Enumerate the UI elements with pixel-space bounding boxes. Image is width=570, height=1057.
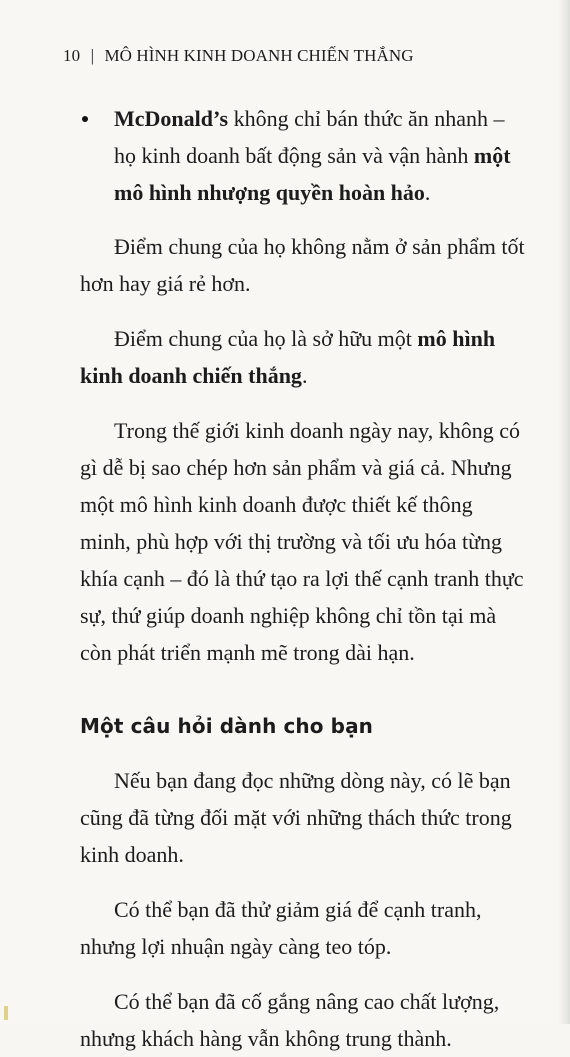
header-separator: | <box>90 46 95 65</box>
paragraph-1: Điểm chung của họ không nằm ở sản phẩm tốt hơn hay giá rẻ hơn. <box>80 234 525 296</box>
running-header <box>63 46 414 66</box>
bullet-bold-tail: một mô hình nhượng quyền hoàn hảo <box>114 143 511 205</box>
section-heading: Một câu hỏi dành cho bạn <box>80 714 374 738</box>
paragraph-6: Có thể bạn đã cố gắng nâng cao chất lượng, nhưng khách hàng vẫn không trung thành. <box>80 989 500 1051</box>
bullet-text-part2: . <box>424 180 431 205</box>
paragraph-2 <box>80 320 528 394</box>
page-bottom-mark <box>4 1006 8 1020</box>
book-title: MÔ HÌNH KINH DOANH CHIẾN THẮNG <box>104 46 414 65</box>
bullet-dot-icon <box>82 116 88 122</box>
paragraph-3: Trong thế giới kinh doanh ngày nay, không có gì dễ bị sao chép hơn sản phẩm và giá cả. Nhưng một mô hình kinh doanh được thiết kế thông minh, phù hợp với thị trường và tối ưu hóa từng khía cạnh – đó là thứ tạo ra lợi thế cạnh tranh thực sự, thứ giúp doanh nghiệp không chỉ tồn tại mà còn phát triển mạnh mẽ trong dài hạn. <box>80 418 524 665</box>
paragraph-2-part1: Điểm chung của họ là sở hữu một <box>114 326 418 351</box>
page-content <box>80 100 528 1057</box>
page-edge-shadow <box>558 0 570 1024</box>
bullet-text-part1: không chỉ bán thức ăn nhanh – họ kinh doanh bất động sản và vận hành <box>114 106 505 168</box>
bullet-item-mcdonalds <box>80 100 528 211</box>
paragraph-2-bold: mô hình kinh doanh chiến thắng <box>80 326 496 388</box>
paragraph-2-part2: . <box>301 363 308 388</box>
bullet-bold-lead: McDonald’s <box>114 106 229 131</box>
page-number: 10 <box>63 46 81 65</box>
bullet-text <box>114 100 528 211</box>
paragraph-4: Nếu bạn đang đọc những dòng này, có lẽ bạn cũng đã từng đối mặt với những thách thức trong kinh doanh. <box>80 768 512 867</box>
paragraph-5: Có thể bạn đã thử giảm giá để cạnh tranh, nhưng lợi nhuận ngày càng teo tóp. <box>80 897 482 959</box>
